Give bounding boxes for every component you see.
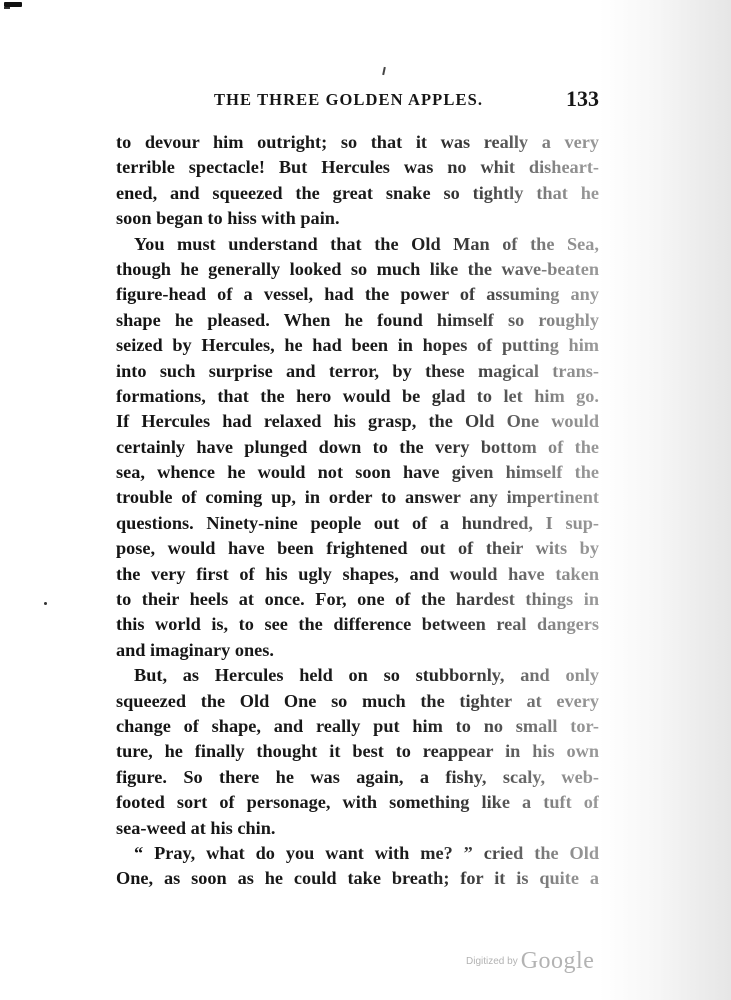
text-line: and imaginary ones. <box>116 638 599 663</box>
text-line: ture, he finally thought it best to reappear in his own <box>116 739 599 764</box>
scan-speck <box>44 602 47 605</box>
text-line: formations, that the hero would be glad to let him go. <box>116 384 599 409</box>
text-line: sea, whence he would not soon have given himself the <box>116 460 599 485</box>
text-line: sea-weed at his chin. <box>116 816 599 841</box>
digitized-watermark <box>466 948 594 974</box>
text-line: One, as soon as he could take breath; for it is quite a <box>116 866 599 891</box>
text-line: trouble of coming up, in order to answer any impertinent <box>116 485 599 510</box>
text-line: If Hercules had relaxed his grasp, the Old One would <box>116 409 599 434</box>
text-line: soon began to hiss with pain. <box>116 206 599 231</box>
text-line: the very first of his ugly shapes, and would have taken <box>116 562 599 587</box>
page-header <box>116 86 599 116</box>
text-line: terrible spectacle! But Hercules was no whit disheart- <box>116 155 599 180</box>
text-line: figure-head of a vessel, had the power of assuming any <box>116 282 599 307</box>
text-line: You must understand that the Old Man of the Sea, <box>116 232 599 257</box>
text-line: questions. Ninety-nine people out of a hundred, I sup- <box>116 511 599 536</box>
text-line: shape he pleased. When he found himself so roughly <box>116 308 599 333</box>
text-line: to devour him outright; so that it was really a very <box>116 130 599 155</box>
text-line: ened, and squeezed the great snake so tightly that he <box>116 181 599 206</box>
google-logo: Google <box>520 948 595 974</box>
text-line: into such surprise and terror, by these magical trans- <box>116 359 599 384</box>
text-line: seized by Hercules, he had been in hopes of putting him <box>116 333 599 358</box>
text-line: pose, would have been frightened out of their wits by <box>116 536 599 561</box>
text-line: to their heels at once. For, one of the hardest things in <box>116 587 599 612</box>
scan-corner-mark <box>4 2 22 7</box>
text-line: figure. So there he was again, a fishy, scaly, web- <box>116 765 599 790</box>
text-line: change of shape, and really put him to no small tor- <box>116 714 599 739</box>
text-line: though he generally looked so much like the wave-beaten <box>116 257 599 282</box>
text-line: “ Pray, what do you want with me? ” cried the Old <box>116 841 599 866</box>
text-line: But, as Hercules held on so stubbornly, and only <box>116 663 599 688</box>
scan-tick-mark <box>382 67 386 75</box>
text-line: this world is, to see the difference between real dangers <box>116 612 599 637</box>
text-line: footed sort of personage, with something like a tuft of <box>116 790 599 815</box>
text-line: certainly have plunged down to the very bottom of the <box>116 435 599 460</box>
body-text <box>116 130 599 900</box>
page-number: 133 <box>566 86 599 111</box>
watermark-prefix: Digitized by <box>466 956 518 967</box>
running-title: THE THREE GOLDEN APPLES. <box>214 90 484 109</box>
text-line: squeezed the Old One so much the tighter at every <box>116 689 599 714</box>
